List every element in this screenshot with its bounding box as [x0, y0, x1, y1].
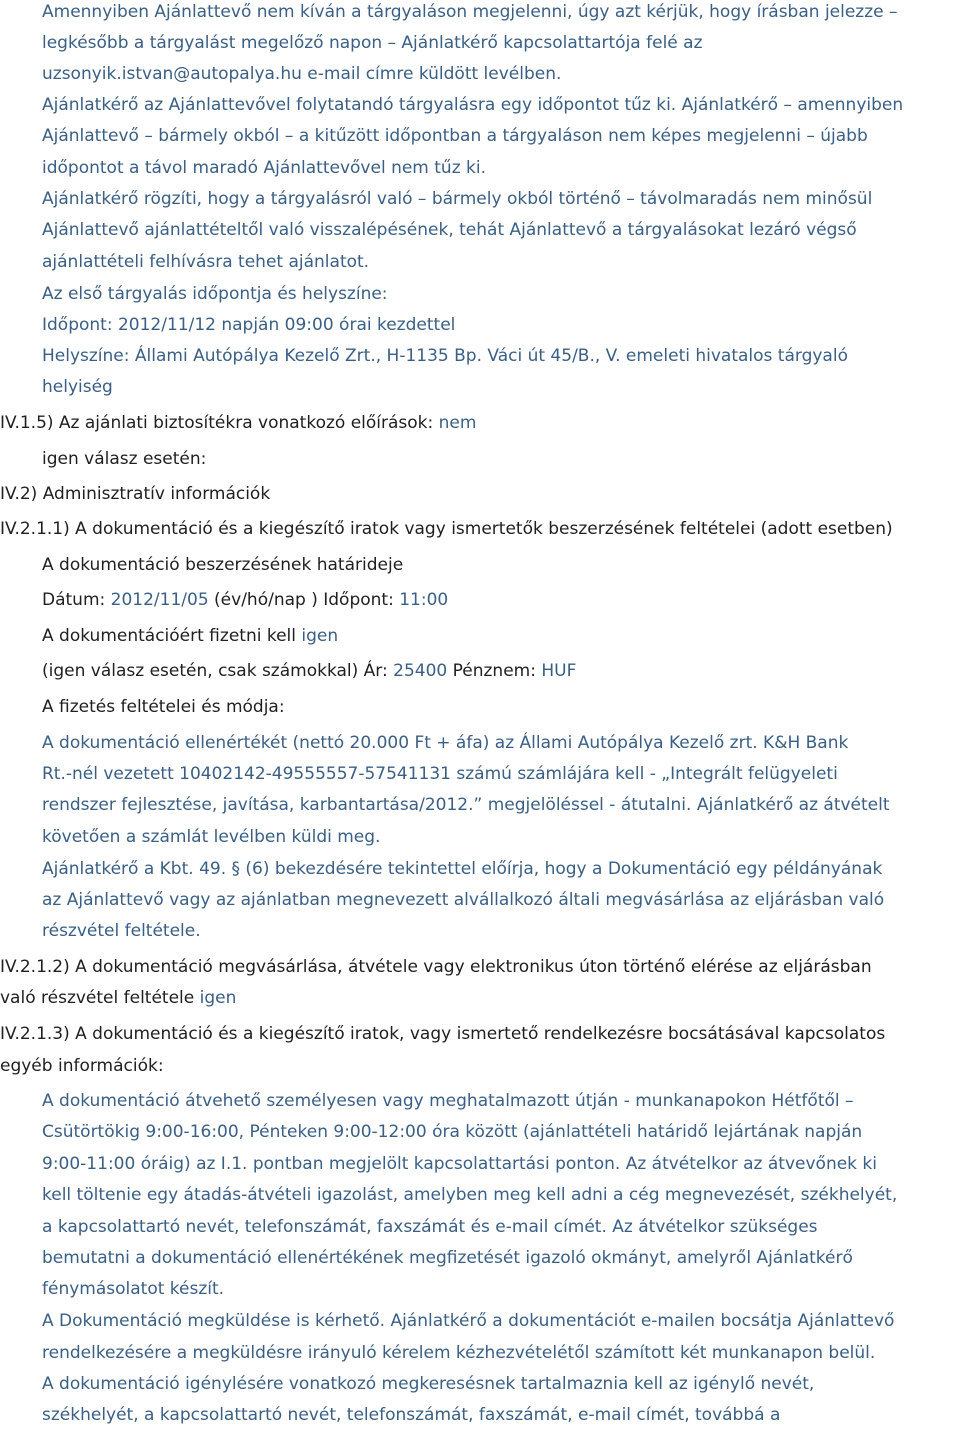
- pay-label: A dokumentációért fizetni kell: [42, 626, 296, 646]
- text-line: Ajánlattevő ajánlattételtől való visszalépésének, tehát Ajánlattevő a tárgyalásokat lezáró végső: [42, 220, 857, 240]
- text-line: Csütörtökig 9:00-16:00, Pénteken 9:00-12:00 óra között (ajánlattételi határidő lejártának napján: [42, 1122, 863, 1142]
- section-iv-2-1-3: IV.2.1.3) A dokumentáció és a kiegészítő iratok, vagy ismertető rendelkezésre bocsátásával kapcsolatos: [0, 1024, 886, 1044]
- text-line: Ajánlattevő – bármely okból – a kitűzött időpontban a tárgyaláson nem képes megjelenni – újabb: [42, 126, 868, 146]
- section-iv-2-1-3-line2: egyéb információk:: [0, 1056, 164, 1076]
- text-line: követően a számlát levélben küldi meg.: [42, 827, 381, 847]
- currency-value: HUF: [541, 661, 577, 681]
- text-line: Rt.-nél vezetett 10402142-49555557-57541131 számú számlájára kell - „Integrált felügyeleti: [42, 764, 838, 784]
- text-line: az Ajánlattevő vagy az ajánlatban megnevezett alvállalkozó általi megvásárlása az eljárásban való: [42, 890, 885, 910]
- price-row: [42, 660, 576, 682]
- text-line: Ajánlatkérő a Kbt. 49. § (6) bekezdésére tekintettel előírja, hogy a Dokumentáció egy példányának: [42, 859, 883, 879]
- text-line: a kapcsolattartó nevét, telefonszámát, faxszámát és e-mail címét. Az átvételkor szükséges: [42, 1217, 818, 1237]
- date-label: Dátum:: [42, 590, 106, 610]
- payment-row: [42, 625, 338, 647]
- section-iv-1-5: [0, 412, 476, 434]
- text-line: A Dokumentáció megküldése is kérhető. Ajánlatkérő a dokumentációt e-mailen bocsátja Ajánlattevő: [42, 1311, 895, 1331]
- section-value: igen: [199, 988, 237, 1008]
- price-value: 25400: [393, 661, 448, 681]
- text-line: fénymásolatot készít.: [42, 1279, 225, 1299]
- text-line: helyiség: [42, 377, 113, 397]
- text-line: Ajánlatkérő rögzíti, hogy a tárgyalásról való – bármely okból történő – távolmaradás nem minősül: [42, 189, 873, 209]
- section-label: IV.1.5) Az ajánlati biztosítékra vonatkozó előírások:: [0, 413, 434, 433]
- pay-value: igen: [301, 626, 339, 646]
- text-line: bemutatni a dokumentáció ellenértékének megfizetését igazoló okmányt, amelyről Ajánlatkérő: [42, 1248, 853, 1268]
- text-line: A dokumentáció igénylésére vonatkozó megkeresésnek tartalmaznia kell az igénylő nevét,: [42, 1374, 815, 1394]
- text-line: részvétel feltétele.: [42, 921, 201, 941]
- text-line: Helyszíne: Állami Autópálya Kezelő Zrt., H-1135 Bp. Váci út 45/B., V. emeleti hivatalos tárgyaló: [42, 346, 848, 366]
- date-format-label: (év/hó/nap ) Időpont:: [214, 590, 394, 610]
- deadline-row: [42, 589, 448, 611]
- text-line: Időpont: 2012/11/12 napján 09:00 órai kezdettel: [42, 315, 456, 335]
- text-line: A dokumentáció átvehető személyesen vagy meghatalmazott útján - munkanapokon Hétfőtől –: [42, 1091, 854, 1111]
- section-iv-2-1-2-line2: [0, 987, 236, 1009]
- deadline-title: A dokumentáció beszerzésének határideje: [42, 555, 404, 575]
- section-iv-2-1-1: IV.2.1.1) A dokumentáció és a kiegészítő iratok vagy ismertetők beszerzésének feltételei (adott esetben): [0, 519, 893, 539]
- text-line: Ajánlatkérő az Ajánlattevővel folytatandó tárgyalásra egy időpontot tűz ki. Ajánlatkérő – amennyiben: [42, 95, 904, 115]
- text-line: A dokumentáció ellenértékét (nettó 20.000 Ft + áfa) az Állami Autópálya Kezelő zrt. K&H Bank: [42, 733, 849, 753]
- date-value: 2012/11/05: [110, 590, 209, 610]
- currency-label: Pénznem:: [452, 661, 536, 681]
- text-line: 9:00-11:00 óráig) az I.1. pontban megjelölt kapcsolattartási ponton. Az átvételkor az átvevőnek ki: [42, 1154, 877, 1174]
- text-line: ajánlattételi felhívásra tehet ajánlatot.: [42, 252, 370, 272]
- text-line: uzsonyik.istvan@autopalya.hu e-mail címre küldött levélben.: [42, 64, 562, 84]
- text-line: rendszer fejlesztése, javítása, karbantartása/2012.” megjelöléssel - átutalni. Ajánlatkérő az átvételt: [42, 795, 890, 815]
- text-line: Az első tárgyalás időpontja és helyszíne:: [42, 284, 388, 304]
- text-line: legkésőbb a tárgyalást megelőző napon – Ajánlatkérő kapcsolattartója felé az: [42, 33, 703, 53]
- text-line: időpontot a távol maradó Ajánlattevővel nem tűz ki.: [42, 158, 487, 178]
- section-sub: igen válasz esetén:: [42, 449, 207, 469]
- text-line: rendelkezésére a megküldésre irányuló kérelem kézhezvételétől számított két munkanapon belül.: [42, 1343, 876, 1363]
- terms-label: A fizetés feltételei és módja:: [42, 697, 285, 717]
- section-value: nem: [438, 413, 477, 433]
- text-line: kell töltenie egy átadás-átvételi igazolást, amelyben meg kell adni a cég megnevezését, székhelyét,: [42, 1185, 898, 1205]
- text-line: székhelyét, a kapcsolattartó nevét, telefonszámát, faxszámát, e-mail címét, továbbá a: [42, 1405, 781, 1425]
- section-iv-2: IV.2) Adminisztratív információk: [0, 484, 271, 504]
- time-value: 11:00: [399, 590, 449, 610]
- section-iv-2-1-2: IV.2.1.2) A dokumentáció megvásárlása, átvétele vagy elektronikus úton történő elérése az eljárásban: [0, 957, 872, 977]
- text-line: Amennyiben Ajánlattevő nem kíván a tárgyaláson megjelenni, úgy azt kérjük, hogy írásban jelezze –: [42, 2, 898, 22]
- price-label: (igen válasz esetén, csak számokkal) Ár:: [42, 661, 388, 681]
- section-label: való részvétel feltétele: [0, 988, 195, 1008]
